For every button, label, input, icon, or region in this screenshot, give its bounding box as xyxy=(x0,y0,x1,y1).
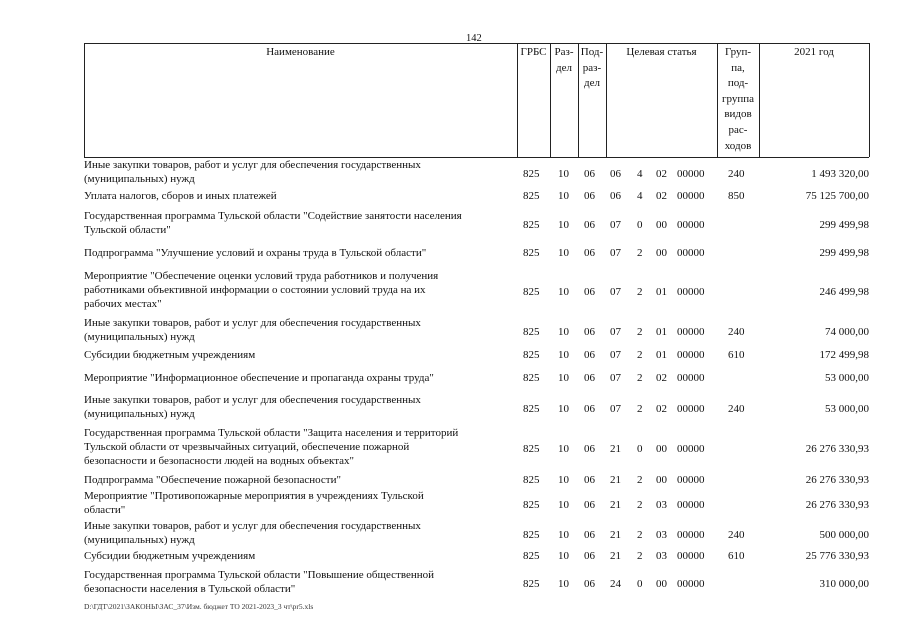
cell-vid: 240 xyxy=(728,325,745,338)
table-row xyxy=(84,240,869,266)
cell-t2: 2 xyxy=(637,473,643,486)
header-grbs: ГРБС xyxy=(520,46,547,58)
cell-sum: 75 125 700,00 xyxy=(805,189,869,202)
cell-vid: 850 xyxy=(728,189,745,202)
table-row xyxy=(84,518,869,548)
cell-t4: 00000 xyxy=(677,218,705,231)
cell-sum: 500 000,00 xyxy=(819,528,869,541)
cell-razdel: 10 xyxy=(558,285,569,298)
cell-podrazdel: 06 xyxy=(584,348,595,361)
row-name: Подпрограмма "Улучшение условий и охраны труда в Тульской области" xyxy=(84,247,427,259)
cell-grbs: 825 xyxy=(523,189,540,202)
cell-sum: 246 499,98 xyxy=(819,285,869,298)
header-line: раз- xyxy=(582,61,602,74)
cell-podrazdel: 06 xyxy=(584,549,595,562)
row-name: Подпрограмма "Обеспечение пожарной безопасности" xyxy=(84,474,341,486)
cell-t2: 0 xyxy=(637,577,643,590)
cell-t4: 00000 xyxy=(677,442,705,455)
cell-t3: 00 xyxy=(656,246,667,259)
header-line: ходов xyxy=(724,139,752,152)
cell-sum: 53 000,00 xyxy=(825,371,869,384)
cell-razdel: 10 xyxy=(558,577,569,590)
cell-sum: 1 493 320,00 xyxy=(811,167,869,180)
cell-grbs: 825 xyxy=(523,473,540,486)
cell-t4: 00000 xyxy=(677,473,705,486)
cell-t1: 21 xyxy=(610,473,621,486)
cell-t1: 07 xyxy=(610,325,621,338)
header-line: под- xyxy=(727,77,749,90)
table-row xyxy=(84,157,869,187)
cell-t1: 06 xyxy=(610,167,621,180)
cell-sum: 26 276 330,93 xyxy=(805,498,869,511)
cell-razdel: 10 xyxy=(558,549,569,562)
row-name: Мероприятие "Обеспечение оценки условий труда работников и получения работниками объективной информации о состоянии условий труда на их рабочих местах" xyxy=(84,270,439,310)
header-line: Раз- xyxy=(554,46,574,58)
header-line: группа xyxy=(721,92,755,105)
cell-t1: 07 xyxy=(610,246,621,259)
cell-t4: 00000 xyxy=(677,549,705,562)
cell-t1: 07 xyxy=(610,348,621,361)
cell-vid: 240 xyxy=(728,528,745,541)
cell-t2: 4 xyxy=(637,189,643,202)
cell-t4: 00000 xyxy=(677,577,705,590)
header-year: 2021 год xyxy=(794,46,834,58)
cell-grbs: 825 xyxy=(523,325,540,338)
cell-t4: 00000 xyxy=(677,371,705,384)
cell-t2: 0 xyxy=(637,442,643,455)
table-row xyxy=(84,315,869,345)
cell-t3: 01 xyxy=(656,285,667,298)
header-podrazdel xyxy=(578,45,606,92)
cell-podrazdel: 06 xyxy=(584,325,595,338)
cell-t4: 00000 xyxy=(677,167,705,180)
cell-razdel: 10 xyxy=(558,528,569,541)
row-name: Субсидии бюджетным учреждениям xyxy=(84,349,256,361)
cell-grbs: 825 xyxy=(523,285,540,298)
cell-sum: 299 499,98 xyxy=(819,246,869,259)
cell-podrazdel: 06 xyxy=(584,285,595,298)
cell-sum: 53 000,00 xyxy=(825,402,869,415)
cell-sum: 74 000,00 xyxy=(825,325,869,338)
row-name: Государственная программа Тульской области "Повышение общественной безопасности населения в Тульской области" xyxy=(84,569,434,595)
cell-podrazdel: 06 xyxy=(584,577,595,590)
cell-grbs: 825 xyxy=(523,498,540,511)
table-row xyxy=(84,366,869,390)
cell-t1: 07 xyxy=(610,285,621,298)
header-target-article: Целевая статья xyxy=(626,46,697,58)
cell-t2: 4 xyxy=(637,167,643,180)
row-name: Субсидии бюджетным учреждениям xyxy=(84,550,256,562)
cell-t2: 2 xyxy=(637,348,643,361)
cell-t3: 03 xyxy=(656,549,667,562)
cell-t4: 00000 xyxy=(677,348,705,361)
cell-t3: 00 xyxy=(656,442,667,455)
cell-t4: 00000 xyxy=(677,528,705,541)
cell-razdel: 10 xyxy=(558,473,569,486)
cell-razdel: 10 xyxy=(558,498,569,511)
cell-podrazdel: 06 xyxy=(584,189,595,202)
header-line: дел xyxy=(556,61,572,74)
cell-t3: 01 xyxy=(656,348,667,361)
page-number: 142 xyxy=(466,33,482,44)
cell-grbs: 825 xyxy=(523,577,540,590)
cell-sum: 299 499,98 xyxy=(819,218,869,231)
cell-sum: 26 276 330,93 xyxy=(805,473,869,486)
cell-t2: 2 xyxy=(637,549,643,562)
row-name: Мероприятие "Противопожарные мероприятия в учреждениях Тульской области" xyxy=(84,490,424,516)
table-row xyxy=(84,346,869,364)
cell-t1: 21 xyxy=(610,549,621,562)
header-name: Наименование xyxy=(266,46,335,58)
cell-t3: 00 xyxy=(656,473,667,486)
cell-vid: 240 xyxy=(728,402,745,415)
cell-podrazdel: 06 xyxy=(584,442,595,455)
table-row xyxy=(84,266,869,314)
cell-podrazdel: 06 xyxy=(584,371,595,384)
cell-t2: 2 xyxy=(637,371,643,384)
row-name: Государственная программа Тульской области "Содействие занятости населения Тульской области" xyxy=(84,210,462,236)
cell-t3: 02 xyxy=(656,189,667,202)
cell-grbs: 825 xyxy=(523,442,540,455)
cell-t3: 02 xyxy=(656,402,667,415)
cell-t4: 00000 xyxy=(677,498,705,511)
header-expense-type xyxy=(717,45,759,154)
header-line: рас- xyxy=(728,123,748,136)
cell-grbs: 825 xyxy=(523,549,540,562)
row-name: Мероприятие "Информационное обеспечение и пропаганда охраны труда" xyxy=(84,372,434,384)
cell-t1: 07 xyxy=(610,218,621,231)
cell-t2: 2 xyxy=(637,246,643,259)
cell-grbs: 825 xyxy=(523,218,540,231)
cell-t1: 21 xyxy=(610,442,621,455)
cell-t4: 00000 xyxy=(677,325,705,338)
cell-grbs: 825 xyxy=(523,246,540,259)
cell-t4: 00000 xyxy=(677,246,705,259)
cell-podrazdel: 06 xyxy=(584,473,595,486)
cell-t2: 2 xyxy=(637,285,643,298)
table-row xyxy=(84,566,869,598)
cell-t3: 00 xyxy=(656,577,667,590)
cell-razdel: 10 xyxy=(558,348,569,361)
table-row xyxy=(84,423,869,471)
cell-razdel: 10 xyxy=(558,246,569,259)
header-line: Груп- xyxy=(724,46,752,58)
cell-sum: 26 276 330,93 xyxy=(805,442,869,455)
header-line: па, xyxy=(731,61,745,74)
table-row xyxy=(84,206,869,240)
header-line: Под- xyxy=(580,46,604,58)
cell-podrazdel: 06 xyxy=(584,246,595,259)
cell-t2: 2 xyxy=(637,498,643,511)
cell-sum: 172 499,98 xyxy=(819,348,869,361)
cell-razdel: 10 xyxy=(558,402,569,415)
cell-razdel: 10 xyxy=(558,167,569,180)
cell-razdel: 10 xyxy=(558,371,569,384)
cell-t3: 02 xyxy=(656,371,667,384)
cell-sum: 310 000,00 xyxy=(819,577,869,590)
cell-t1: 06 xyxy=(610,189,621,202)
cell-t2: 2 xyxy=(637,402,643,415)
cell-t4: 00000 xyxy=(677,285,705,298)
cell-t3: 03 xyxy=(656,528,667,541)
cell-podrazdel: 06 xyxy=(584,402,595,415)
cell-grbs: 825 xyxy=(523,371,540,384)
cell-sum: 25 776 330,93 xyxy=(805,549,869,562)
cell-razdel: 10 xyxy=(558,218,569,231)
cell-vid: 610 xyxy=(728,549,745,562)
cell-grbs: 825 xyxy=(523,402,540,415)
table-row xyxy=(84,488,869,518)
cell-grbs: 825 xyxy=(523,167,540,180)
cell-grbs: 825 xyxy=(523,528,540,541)
cell-t4: 00000 xyxy=(677,402,705,415)
cell-t2: 0 xyxy=(637,218,643,231)
cell-podrazdel: 06 xyxy=(584,167,595,180)
header-line: видов xyxy=(724,108,752,121)
cell-razdel: 10 xyxy=(558,442,569,455)
table-row xyxy=(84,472,869,488)
table-row xyxy=(84,188,869,204)
cell-podrazdel: 06 xyxy=(584,498,595,511)
cell-podrazdel: 06 xyxy=(584,218,595,231)
cell-t3: 02 xyxy=(656,167,667,180)
cell-razdel: 10 xyxy=(558,189,569,202)
cell-vid: 240 xyxy=(728,167,745,180)
row-name: Уплата налогов, сборов и иных платежей xyxy=(84,190,277,202)
cell-t3: 00 xyxy=(656,218,667,231)
cell-t2: 2 xyxy=(637,528,643,541)
cell-t2: 2 xyxy=(637,325,643,338)
cell-t1: 24 xyxy=(610,577,621,590)
header-razdel xyxy=(550,45,578,76)
cell-grbs: 825 xyxy=(523,348,540,361)
row-name: Иные закупки товаров, работ и услуг для обеспечения государственных (муниципальных) нужд xyxy=(84,317,421,343)
cell-t4: 00000 xyxy=(677,189,705,202)
cell-t3: 01 xyxy=(656,325,667,338)
header-top-border xyxy=(84,43,869,44)
row-name: Иные закупки товаров, работ и услуг для обеспечения государственных (муниципальных) нужд xyxy=(84,520,421,546)
table-row xyxy=(84,392,869,422)
cell-razdel: 10 xyxy=(558,325,569,338)
cell-t1: 21 xyxy=(610,528,621,541)
header-line: дел xyxy=(584,77,600,90)
cell-t3: 03 xyxy=(656,498,667,511)
table-row xyxy=(84,548,869,564)
column-divider xyxy=(869,43,870,157)
cell-vid: 610 xyxy=(728,348,745,361)
row-name: Иные закупки товаров, работ и услуг для обеспечения государственных (муниципальных) нужд xyxy=(84,394,421,420)
cell-t1: 21 xyxy=(610,498,621,511)
file-path-footer: D:\ГДТ\2021\ЗАКОНЫ\ЗАС_37\Изм. бюджет ТО 2021-2023_3 чт\pr5.xls xyxy=(84,602,314,611)
row-name: Иные закупки товаров, работ и услуг для обеспечения государственных (муниципальных) нужд xyxy=(84,159,421,185)
cell-podrazdel: 06 xyxy=(584,528,595,541)
cell-t1: 07 xyxy=(610,402,621,415)
cell-t1: 07 xyxy=(610,371,621,384)
row-name: Государственная программа Тульской области "Защита населения и территорий Тульской области от чрезвычайных ситуаций, обеспечение пожарной безопасности и безопасности людей на водных объектах" xyxy=(84,427,459,467)
